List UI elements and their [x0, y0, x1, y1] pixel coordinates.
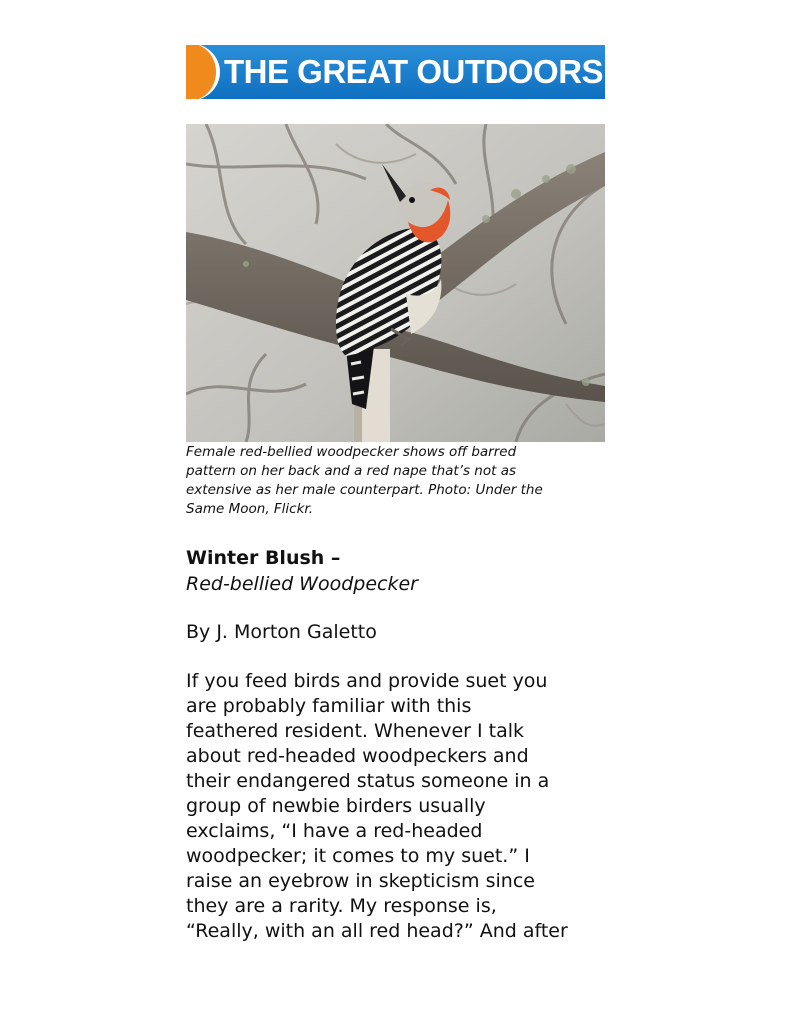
- body-line: woodpecker; it comes to my suet.” I: [186, 845, 530, 867]
- article-subtitle: Red-bellied Woodpecker: [186, 573, 418, 595]
- caption-line: pattern on her back and a red nape that’s not as: [186, 463, 517, 479]
- body-line: If you feed birds and provide suet you: [186, 670, 548, 692]
- caption-line: extensive as her male counterpart. Photo: Under the: [186, 482, 543, 498]
- newsletter-banner: [186, 45, 605, 99]
- body-line: “Really, with an all red head?” And after: [186, 920, 568, 942]
- article-title: Winter Blush –: [186, 547, 341, 569]
- caption-line: Female red-bellied woodpecker shows off barred: [186, 444, 517, 460]
- article-heading: [186, 545, 606, 597]
- body-line: group of newbie birders usually: [186, 795, 486, 817]
- body-line: their endangered status someone in a: [186, 770, 550, 792]
- woodpecker-photo: [186, 124, 605, 442]
- body-line: raise an eyebrow in skepticism since: [186, 870, 535, 892]
- woodpecker-illustration: [186, 124, 605, 442]
- body-line: about red-headed woodpeckers and: [186, 745, 529, 767]
- body-line: exclaims, “I have a red-headed: [186, 820, 483, 842]
- article-body: [186, 669, 606, 944]
- banner-title: THE GREAT OUTDOORS: [224, 53, 604, 90]
- woodpecker-eye: [409, 197, 415, 203]
- body-line: they are a rarity. My response is,: [186, 895, 497, 917]
- body-line: feathered resident. Whenever I talk: [186, 720, 525, 742]
- caption-line: Same Moon, Flickr.: [186, 501, 314, 517]
- photo-caption: [186, 443, 606, 519]
- body-line: are probably familiar with this: [186, 695, 472, 717]
- banner-orange-sun-shape: [186, 45, 220, 99]
- article-byline: By J. Morton Galetto: [186, 621, 377, 643]
